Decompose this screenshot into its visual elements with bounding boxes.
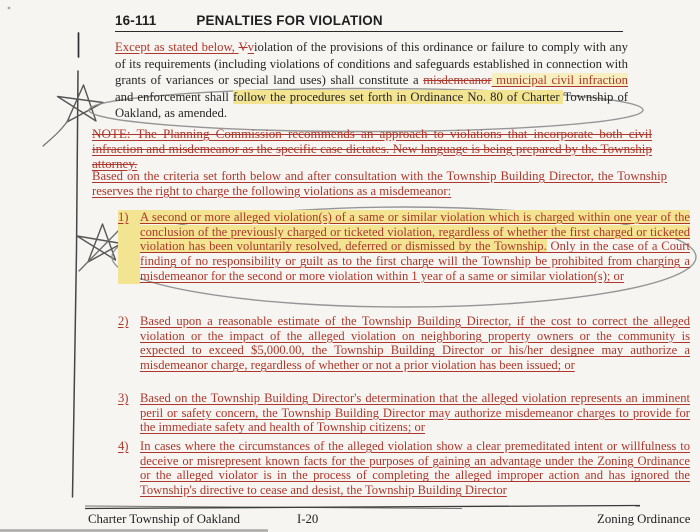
highlighted-text: follow the procedures set forth in Ordinance No. 80 of Charter bbox=[232, 89, 564, 104]
list-item-text bbox=[140, 439, 690, 498]
body-text: Township of Oakland, as amended. bbox=[115, 89, 629, 121]
footer-rule bbox=[85, 506, 640, 509]
list-number: 3) bbox=[118, 391, 129, 405]
footer-document-name: Zoning Ordinance bbox=[597, 512, 691, 526]
scan-speck bbox=[8, 7, 11, 10]
paragraph-violation-penalties bbox=[115, 39, 628, 122]
intro-paragraph: Based on the criteria set forth below and after consultation with the Township Building Director, the Township reserves the right to charge the following violations as a misdemeanor: bbox=[92, 169, 667, 198]
body-text: iolation of the provisions of this ordinance or failure to comply with any of its requirements (including violations of conditions and safeguards established in connection with grants of variances or special land uses) shall constitute a bbox=[115, 40, 628, 88]
list-item-1 bbox=[118, 210, 690, 284]
inserted-text: v bbox=[247, 40, 254, 54]
page-title: PENALTIES FOR VIOLATION bbox=[196, 13, 383, 28]
body-text: In cases where the circumstances of the alleged violation show a clear premeditated intent or willfulness to deceive or misrepresent known facts for the purposes of gaining an advantage under the Zoning Ordinance or the alleged violator is in the process of completing the alleged improper action and has ignored the Township's directive to cease and desist, the Township Building Director bbox=[140, 439, 690, 498]
list-item-text bbox=[140, 314, 690, 373]
list-item-2 bbox=[118, 314, 690, 373]
list-number: 1) bbox=[118, 210, 140, 284]
footer-page-number: I-20 bbox=[297, 512, 319, 526]
highlighted-text: A second or more alleged violation(s) of a same or similar violation which is charged within one year of the conclusion of the previously charged or ticketed violation, regardless of whether the first charged or ticketed violation has been voluntarily resolved, deferred or dismissed by the Township. bbox=[140, 210, 690, 254]
star-annotation-1-tail bbox=[43, 119, 69, 146]
list-item-3 bbox=[118, 391, 690, 435]
list-item-text bbox=[140, 391, 690, 435]
body-text: Based upon a reasonable estimate of the Township Building Director, if the cost to correct the alleged violation or the impact of the alleged violation on neighboring property owners or the community is expected to exceed $5,000.00, the Township Building Director or his/her designee may authorize a misdemeanor charge, regardless of whether or not a prior violation has been issued; or bbox=[140, 314, 690, 373]
list-item-text bbox=[140, 210, 690, 284]
section-number: 16-111 bbox=[115, 13, 157, 28]
inserted-text: Except as stated below, bbox=[115, 40, 239, 54]
note-paragraph-struck: NOTE: The Planning Commission recommends an approach to violations that incorporate both civil infraction and misdemeanor as the specific case dictates. New language is being prepared by the Township attorney. bbox=[92, 126, 652, 171]
page-footer bbox=[0, 512, 700, 530]
margin-line bbox=[73, 71, 79, 497]
star-annotation-2-icon bbox=[77, 224, 122, 262]
body-text: and enforcement shall bbox=[115, 89, 233, 104]
body-text: Based on the Township Building Director's determination that the alleged violation represents an imminent peril or safety concern, the Township Building Director may authorize misdemeanor charges to provide for the immediate safety and health of Township citizens; or bbox=[140, 391, 690, 435]
list-item-4 bbox=[118, 439, 690, 498]
section-header bbox=[115, 13, 623, 32]
footer-township-name: Charter Township of Oakland bbox=[88, 512, 241, 526]
deleted-text: V bbox=[238, 40, 248, 54]
list-number: 4) bbox=[118, 439, 129, 453]
deleted-text: misdemeanor bbox=[423, 73, 492, 88]
star-annotation-2-slash bbox=[79, 229, 120, 271]
inserted-highlighted-text: municipal civil infraction bbox=[491, 73, 628, 88]
star-annotation-1-icon bbox=[58, 85, 104, 122]
footer-rule-skew bbox=[85, 506, 462, 509]
body-text: Only in the case of a Court finding of no responsibility or guilt as to the first charge will the Township be prohibited from charging a misdemeanor for the second or more violation within 1 year of a same or similar violation(s); or bbox=[140, 239, 690, 283]
list-number: 2) bbox=[118, 314, 129, 328]
